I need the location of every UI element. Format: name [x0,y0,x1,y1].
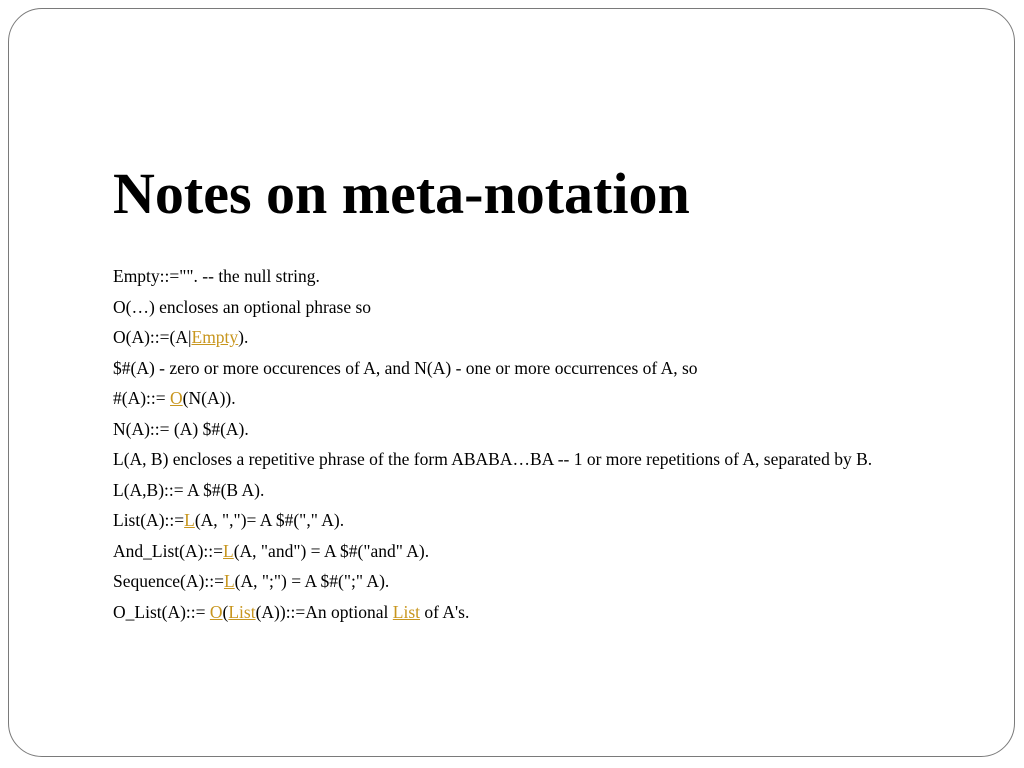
slide-title: Notes on meta-notation [113,161,690,226]
body-line [113,480,973,502]
body-text: (A, "and") = A $#("and" A). [233,540,430,561]
body-text: L(A,B)::= A $#(B A). [113,479,265,500]
body-text: Sequence(A)::= [113,571,224,591]
slide-body [113,266,973,632]
hyperlink[interactable]: L [223,540,234,561]
body-line [113,541,973,563]
hyperlink[interactable]: O [170,388,183,408]
body-text: List(A)::= [113,510,185,530]
body-text: (A, ",")= A $#("," A). [194,510,345,530]
hyperlink[interactable]: List [392,601,421,622]
body-text: (A, ";") = A $#(";" A). [234,571,390,591]
body-line [113,327,973,349]
body-line [113,388,973,410]
body-text: O(…) encloses an optional phrase so [113,296,372,317]
hyperlink[interactable]: L [223,571,235,591]
body-text: (N(A)). [182,388,236,408]
body-text: Empty::="". -- the null string. [113,266,320,286]
hyperlink[interactable]: O [209,601,223,622]
body-text: $#(A) - zero or more occurences of A, and N(A) - one or more occurrences of A, so [113,357,698,378]
hyperlink[interactable]: Empty [191,327,239,347]
body-line [113,266,973,288]
body-line [113,510,973,532]
body-text: O_List(A)::= [113,601,210,622]
body-text: N(A)::= (A) $#(A). [113,418,249,439]
body-text: And_List(A)::= [113,540,223,561]
hyperlink[interactable]: L [184,510,195,530]
body-text: ). [238,327,249,347]
body-text: (A))::=An optional [255,601,393,622]
body-line [113,449,973,471]
body-text: L(A, B) encloses a repetitive phrase of the form ABABA…BA -- 1 or more repetitions of A, separated by B. [113,449,873,469]
body-line [113,571,973,593]
body-line [113,358,973,380]
body-line [113,297,973,319]
body-text: ( [222,601,229,622]
body-text: #(A)::= [113,388,171,408]
body-line [113,419,973,441]
hyperlink[interactable]: List [228,601,256,622]
body-text: of A's. [420,601,470,622]
body-text: O(A)::=(A| [113,327,192,347]
body-line [113,602,973,624]
